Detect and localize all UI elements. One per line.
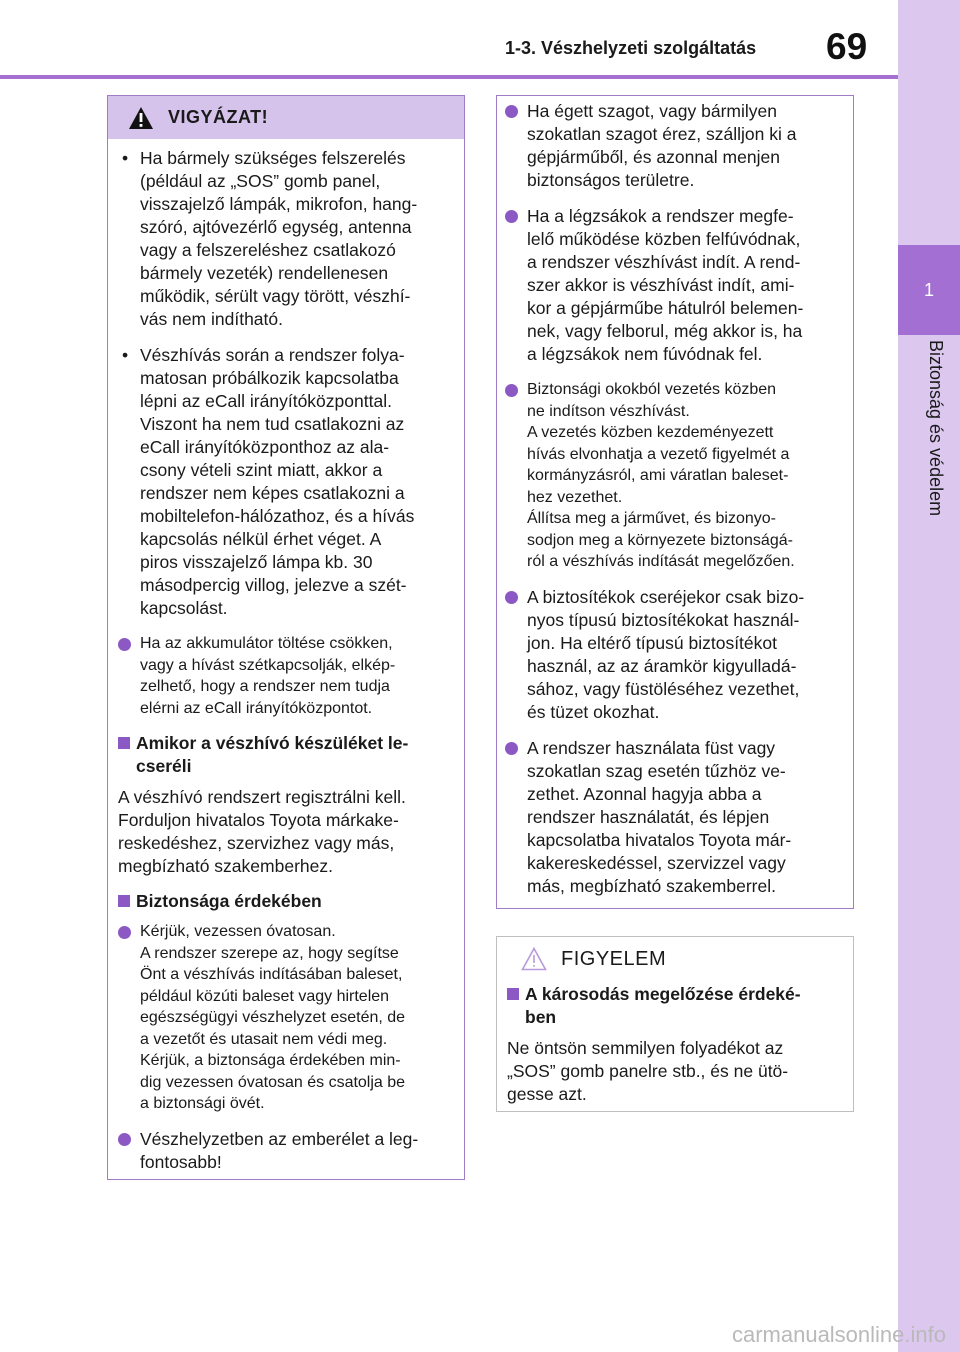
- header-rule: [0, 75, 898, 79]
- bullet-dot-icon: [505, 210, 518, 223]
- bullet-smell: [505, 100, 841, 192]
- warning-dash-item: • Vészhívás során a rendszer folya- matosan próbálkozik kapcsolatba lépni az eCall irányítóközponttal. Viszont ha nem tud csatlakozni az eCall irányítóközponthoz az ala- csony vételi szint miatt, akkor a rendszer nem képes csatlakozni a mobiltelefon-hálózathoz, és a hívás kapcsolás nélkül érhet véget. A piros visszajelző lámpa kb. 30 másodpercig villog, jelezve a szét- kapcsolást.: [122, 345, 415, 618]
- warning-header: [108, 96, 464, 139]
- square-bullet-icon: [118, 737, 130, 749]
- warning-item-text: Ha bármely szükséges felszerelés (például az „SOS” gomb panel, visszajelző lámpák, mikrofon, hang- szóró, ajtóvezérlő egység, antenna vagy a felszereléshez csatlakozó bármely vezeték) rendellenesen működik, sérült vagy törött, vészhí- vás nem indítható.: [140, 148, 418, 329]
- bullet-text: A biztosítékok cseréjekor csak bizo- nyos típusú biztosítékokat használ- jon. Ha eltérő típusú biztosítékot használ, az az áramkör kigyulladá- sához, vagy füstöléséhez vezethet, és tüzet okozhat.: [527, 586, 805, 722]
- heading-safety: [118, 890, 450, 913]
- chapter-number: 1: [923, 279, 934, 300]
- bullet-text: Ha égett szagot, vagy bármilyen szokatlan szagot érez, szálljon ki a gépjárműből, és azonnal menjen biztonságos területre.: [527, 101, 797, 190]
- bullet-text: Biztonsági okokból vezetés közben ne indítson vészhívást. A vezetés közben kezdeményezett hívás elvonhatja a vezető figyelmét a kormányzásról, ami váratlan baleset- hez vezethet. Állítsa meg a járművet, és bizonyo- sodjon meg a környezete biztonságá- ról a vészhívás indítását megelőzően.: [527, 381, 795, 570]
- chapter-tab[interactable]: [898, 245, 960, 335]
- heading-safety-text: Biztonsága érdekében: [136, 891, 322, 911]
- bullet-drive-text: Kérjük, vezessen óvatosan. A rendszer szerepe az, hogy segítse Önt a vészhívás indításában baleset, például közúti baleset vagy hirtelen egészségügyi vészhelyzet esetén, de a vezetőt és utasait nem védi meg. Kérjük, a biztonsága érdekében min- dig vezessen óvatosan és csatolja be a biztonsági övét.: [140, 923, 406, 1112]
- bullet-dot-icon: [505, 742, 518, 755]
- warning-box: [107, 95, 465, 1180]
- heading-replace: [118, 732, 450, 778]
- bullet-text: A rendszer használata füst vagy szokatlan szag esetén tűzhöz ve- zethet. Azonnal hagyja abba a rendszer használatát, és lépjen kapcsolatba hivatalos Toyota már- kakereskedéssel, szervizzel vagy más, megbízható szakemberrel.: [527, 737, 792, 896]
- notice-header: [497, 937, 853, 981]
- side-strip: [898, 0, 960, 1352]
- caution-triangle-icon: [521, 947, 547, 971]
- bullet-dot-icon: [505, 105, 518, 118]
- bullet-battery: [118, 633, 450, 719]
- bullet-dot-icon: [118, 638, 131, 651]
- bullet-airbag: [505, 205, 841, 366]
- section-title: 1-3. Vészhelyzeti szolgáltatás: [505, 38, 757, 58]
- notice-box: [496, 936, 854, 1112]
- bullet-dot-icon: [505, 384, 518, 397]
- bullet-fuse: [505, 586, 841, 724]
- bullet-battery-text: Ha az akkumulátor töltése csökken, vagy a hívást szétkapcsolják, elkép- zelhető, hogy a rendszer nem tudja elérni az eCall irányítóközpontot.: [140, 635, 396, 717]
- bullet-smoke: [505, 737, 841, 898]
- bullet-life-text: Vészhelyzetben az emberélet a leg- fontosabb!: [140, 1128, 419, 1172]
- bullet-dot-icon: [505, 591, 518, 604]
- warning-dash-item: • Ha bármely szükséges felszerelés (például az „SOS” gomb panel, visszajelző lámpák, mikrofon, hang- szóró, ajtóvezérlő egység, antenna vagy a felszereléshez csatlakozó bármely vezeték) rendellenesen működik, sérült vagy törött, vészhí- vás nem indítható.: [122, 148, 418, 329]
- warning-item-text: Vészhívás során a rendszer folya- matosan próbálkozik kapcsolatba lépni az eCall irányítóközponttal. Viszont ha nem tud csatlakozni az eCall irányítóközponthoz az ala- csony vételi szint miatt, akkor a rendszer nem képes csatlakozni a mobiltelefon-hálózathoz, és a hívás kapcsolás nélkül érhet véget. A piros visszajelző lámpa kb. 30 másodpercig villog, jelezve a szét- kapcsolást.: [140, 345, 415, 618]
- notice-heading-text: A károsodás megelőzése érdeké- ben: [525, 984, 801, 1027]
- warning-title: VIGYÁZAT!: [168, 107, 269, 127]
- warning-triangle-icon: [128, 106, 154, 130]
- square-bullet-icon: [118, 895, 130, 907]
- notice-heading: [507, 983, 839, 1029]
- warning-continuation-box: [496, 95, 854, 909]
- heading-replace-text: Amikor a vészhívó készüléket le- cseréli: [136, 733, 409, 776]
- page-number: 69: [826, 26, 868, 67]
- bullet-dot-icon: [118, 926, 131, 939]
- chapter-title: Biztonság és védelem: [926, 340, 946, 517]
- watermark: carmanualsonline.info: [731, 1322, 946, 1347]
- bullet-dot-icon: [118, 1133, 131, 1146]
- notice-para: Ne öntsön semmilyen folyadékot az „SOS” gomb panelre stb., és ne ütö- gesse azt.: [507, 1038, 789, 1104]
- notice-title: FIGYELEM: [561, 947, 667, 970]
- bullet-text: Ha a légzsákok a rendszer megfe- lelő működése közben felfúvódnak, a rendszer vészhívást indít. A rend- szer akkor is vészhívást indít, ami- kor a gépjárműbe hátulról belemen- nek, vagy felborul, még akkor is, ha a légzsákok nem fúvódnak fel.: [527, 206, 804, 364]
- bullet-life: [118, 1128, 450, 1174]
- square-bullet-icon: [507, 988, 519, 1000]
- bullet-driving-call: [505, 379, 841, 573]
- bullet-drive: [118, 921, 450, 1115]
- para-replace: A vészhívó rendszert regisztrálni kell. Forduljon hivatalos Toyota márkake- reskedéshez, szervizhez vagy más, megbízható szakemberhez.: [118, 787, 406, 876]
